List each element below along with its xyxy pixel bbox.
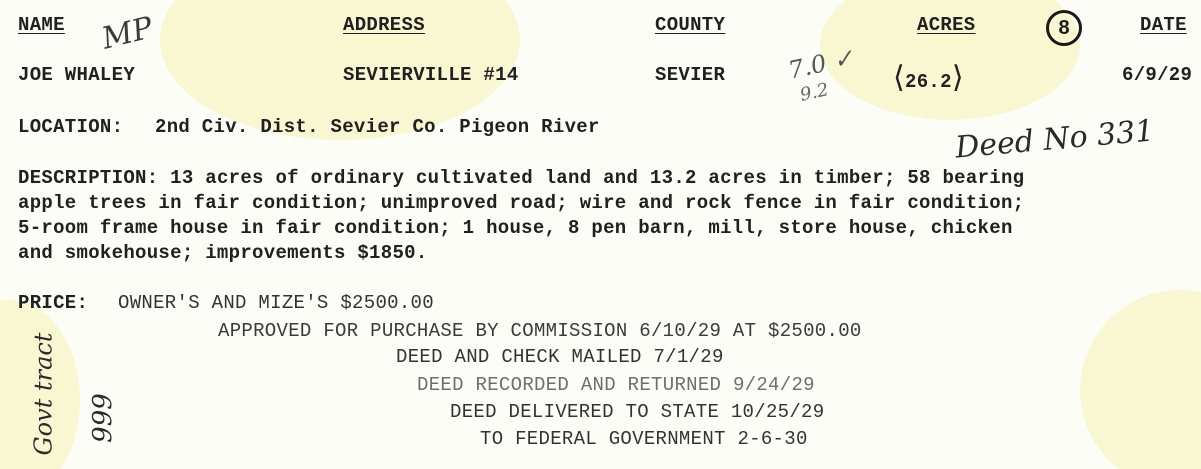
- acres-header: ACRES: [917, 14, 976, 36]
- bracket-right: ⟩: [951, 60, 964, 95]
- handwritten-acres-note: 7.0 ✓: [785, 43, 857, 85]
- owner-name: JOE WHALEY: [18, 64, 136, 86]
- circled-number: 8: [1046, 10, 1082, 46]
- acres-number: 26.2: [905, 71, 952, 93]
- date-value: 6/9/29: [1122, 64, 1193, 86]
- handwritten-initials: MP: [98, 10, 157, 57]
- description-block: [18, 166, 1024, 266]
- bracket-left: ⟨: [893, 60, 906, 95]
- handwritten-deed-number: Deed No 331: [953, 113, 1156, 166]
- address-header: ADDRESS: [343, 14, 425, 36]
- description-line: and smokehouse; improvements $1850.: [18, 242, 428, 264]
- price-label: PRICE:: [18, 292, 89, 314]
- county-value: SEVIER: [655, 64, 726, 86]
- acres-value: [893, 60, 964, 95]
- description-line: [18, 166, 1024, 191]
- paper-stain: [1080, 290, 1201, 469]
- federal-stamp: TO FEDERAL GOVERNMENT 2-6-30: [480, 428, 808, 450]
- name-header: NAME: [18, 14, 65, 36]
- mailed-stamp: DEED AND CHECK MAILED 7/1/29: [396, 346, 724, 368]
- handwritten-govt-tract: Govt tract: [29, 332, 58, 456]
- description-line: 5-room frame house in fair condition; 1 house, 8 pen barn, mill, store house, chicken: [18, 217, 1013, 239]
- handwritten-acres-note-2: 9.2: [798, 79, 831, 106]
- description-text: 13 acres of ordinary cultivated land and 13.2 acres in timber; 58 bearing: [170, 167, 1025, 189]
- price-value: OWNER'S AND MIZE'S $2500.00: [118, 292, 434, 314]
- county-header: COUNTY: [655, 14, 726, 36]
- description-label: DESCRIPTION:: [18, 167, 159, 189]
- date-header: DATE: [1140, 14, 1187, 36]
- address-value: SEVIERVILLE #14: [343, 64, 519, 86]
- location-label: LOCATION:: [18, 116, 124, 138]
- delivered-stamp: DEED DELIVERED TO STATE 10/25/29: [450, 401, 825, 423]
- location-value: 2nd Civ. Dist. Sevier Co. Pigeon River: [155, 116, 600, 138]
- approved-stamp: APPROVED FOR PURCHASE BY COMMISSION 6/10/29 AT $2500.00: [218, 320, 862, 342]
- description-line: apple trees in fair condition; unimproved road; wire and rock fence in fair condition;: [18, 192, 1025, 214]
- handwritten-tract-number: 999: [87, 393, 118, 443]
- recorded-stamp: DEED RECORDED AND RETURNED 9/24/29: [417, 374, 815, 396]
